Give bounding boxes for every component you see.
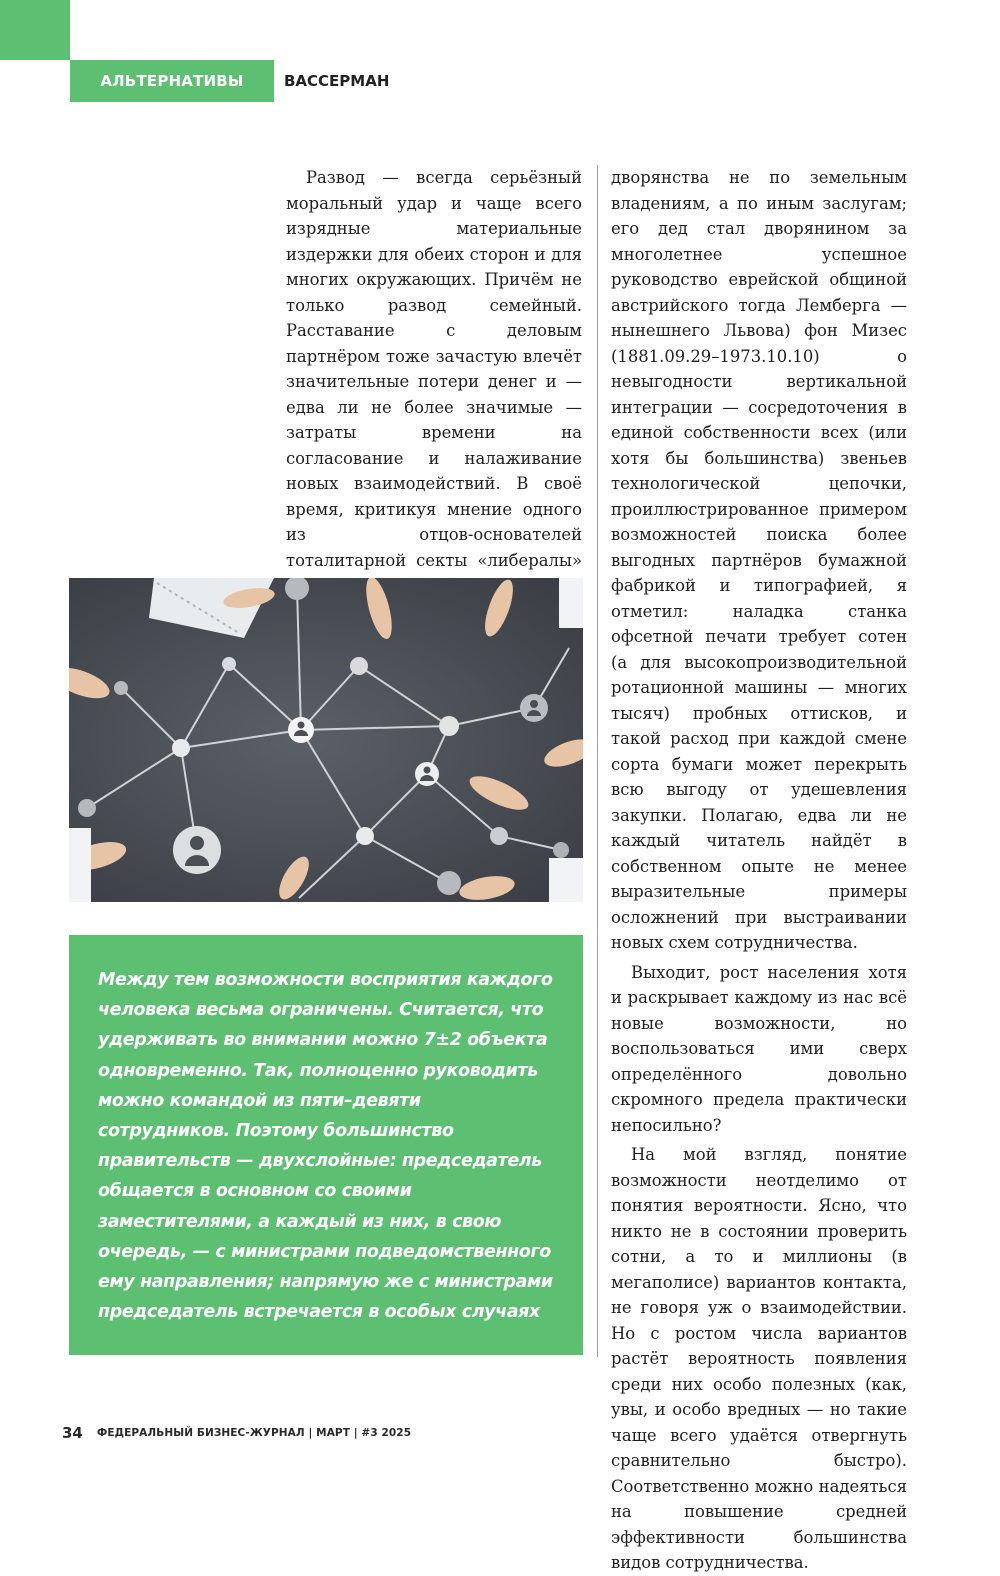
sleeves-shapes	[69, 578, 583, 902]
magazine-info: ФЕДЕРАЛЬНЫЙ БИЗНЕС-ЖУРНАЛ | МАРТ | #3 2025	[96, 1427, 412, 1439]
pull-quote-text: Между тем возможности восприятия каждого человека весьма ограничены. Считается, что удерживать во внимании можно 7±2 объекта одновременно. Так, полноценно руководить можно командой из пяти–девяти сотрудников. Поэтому большинство правительств — двухслойные: председатель общается в основном со своими заместителями, а каждый из них, в свою очередь, — с министрами подведомственного ему направления; напрямую же с министрами председатель встречается в особых случаях	[98, 970, 553, 1323]
paragraph: Выходит, рост населения хотя и раскрывает каждому из нас всё новые возможности, но воспользоваться ими сверх определённого довольно скромного предела практически непосильно?	[611, 962, 907, 1135]
page-number: 34	[62, 1424, 83, 1442]
corner-accent-block	[0, 0, 70, 60]
paragraph: На мой взгляд, понятие возможности неотделимо от понятия вероятности. Ясно, что никто не в состоянии проверить сотни, а то и миллионы (в мегаполисе) вариантов контакта, не говоря уж о взаимодействии. Но с ростом числа вариантов растёт вероятность появления среди них особо полезных (как, увы, и особо вредных — но такие чаще всего удаётся отвергнуть сравнительно быстро). Соответственно можно надеяться на повышение средней эффективности большинства видов сотрудничества.	[611, 1145, 907, 1572]
paragraph: Развод — всегда серьёзный моральный удар и чаще всего изрядные материальные издержки для обеих сторон и для многих окружающих. Причём не только развод семейный. Расставание с деловым партнёром тоже зачастую влечёт значительные потери денег и — едва ли не более значимые — затраты времени на согласование и налаживание новых взаимодействий. В своё время, критикуя мнение одного из отцов-основателей тоталитарной секты «либералы»	[286, 168, 582, 570]
author-label: ВАССЕРМАН	[284, 72, 390, 90]
article-column-left	[286, 165, 582, 650]
network-lines	[87, 588, 569, 898]
notebook-shape	[149, 578, 274, 638]
column-divider	[597, 165, 598, 1357]
network-illustration	[69, 578, 583, 902]
article-column-right	[611, 165, 907, 1576]
pull-quote-box	[69, 935, 583, 1355]
section-label: АЛЬТЕРНАТИВЫ	[100, 72, 244, 90]
hands-shapes	[69, 578, 583, 902]
network-photo	[69, 578, 583, 902]
paragraph: дворянства не по земельным владениям, а по иным заслугам; его дед стал дворянином за многолетнее успешное руководство еврейской общиной австрийского тогда Лемберга — нынешнего Львова) фон Мизес (1881.09.29–1973.10.10) о невыгодности вертикальной интеграции — сосредоточения в единой собственности всех (или хотя бы большинства) звеньев технологической цепочки, проиллюстрированное примером возможностей поиска более выгодных партнёров бумажной фабрикой и типографией, я отметил: наладка станка офсетной печати требует сотен (а для высокопроизводительной ротационной машины — многих тысяч) пробных оттисков, и такой расход при каждой смене сорта бумаги может перекрыть всю выгоду от удешевления закупки. Полагаю, едва ли не каждый читатель найдёт в собственном опыте не менее выразительные примеры осложнений при выстраивании новых схем сотрудничества.	[611, 168, 907, 952]
page-footer	[62, 1424, 411, 1442]
